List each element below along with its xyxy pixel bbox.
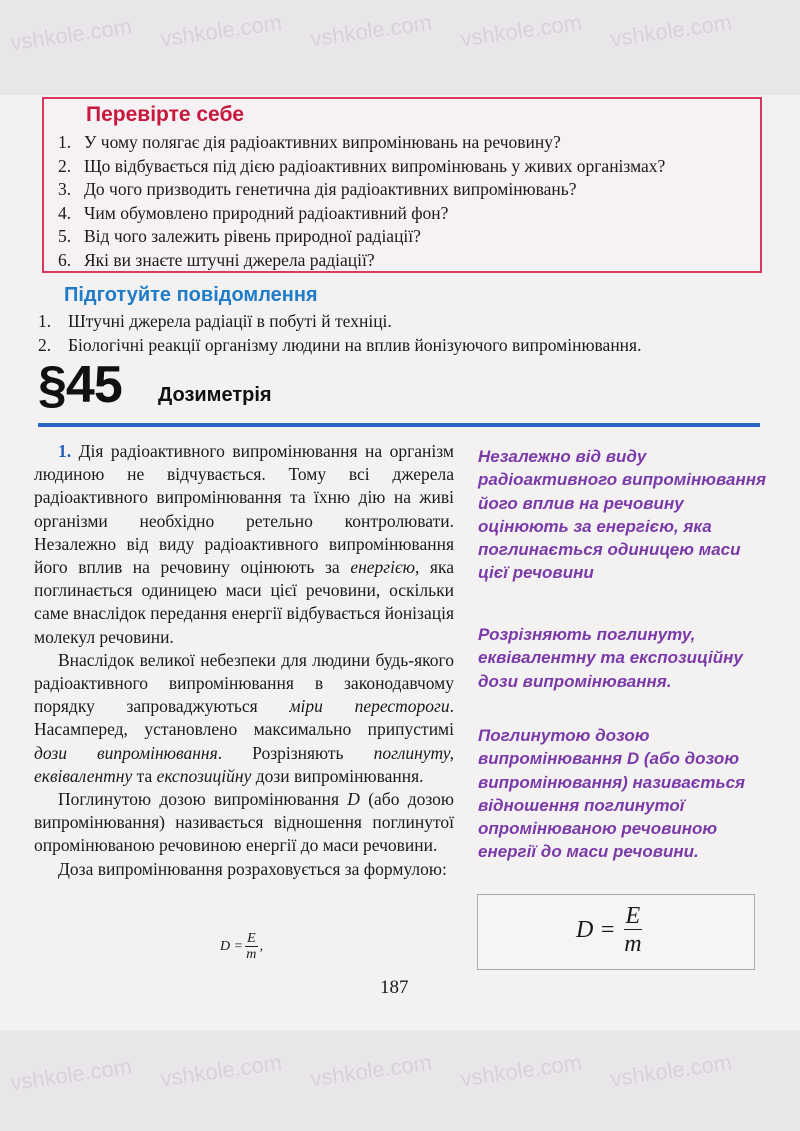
paragraph: Поглинутою дозою випромінювання D (або дозою випромінювання) називається відношення поглинутої опромінюваною речовиною енергії до маси речовини. <box>34 789 454 856</box>
topic-list <box>38 310 641 357</box>
watermark: vshkole.com <box>608 1049 734 1092</box>
prepare-report-title: Підготуйте повідомлення <box>64 284 318 306</box>
section-title: Дозиметрія <box>158 384 272 406</box>
inline-formula: D = $\frac{E}{m}$ , <box>220 931 264 962</box>
section-number: §45 <box>38 356 122 414</box>
watermark: vshkole.com <box>458 9 584 52</box>
paragraph: Внаслідок великої небезпеки для людини будь-якого радіоактивного випромінювання в законодавчому порядку запроваджуються міри перестороги. Насамперед, установлено максимально припустимі дози випромінювання. Розрізняють поглинуту, еквівалентну та експозиційну дози випромінювання. <box>34 649 454 786</box>
sidebar-note: Поглинутою дозою випромінювання D (або дозою випромінювання) називається відношення поглинутої опромінюваною речовиною енергії до маси речовини. <box>478 726 746 862</box>
formula-box: D = $\frac{E}{m}$ <box>477 894 755 970</box>
sidebar-note: Незалежно від виду радіоактивного випромінювання його вплив на речовину оцінюють за енергією, яка поглинається одиницею маси цієї речовини <box>478 447 767 583</box>
paragraph: Доза випромінювання розраховується за формулою: <box>58 858 447 879</box>
check-yourself-title: Перевірте себе <box>86 103 245 126</box>
watermark: vshkole.com <box>308 1049 434 1092</box>
watermark: vshkole.com <box>8 1053 134 1096</box>
section-divider <box>38 423 760 427</box>
list-item: 3. До чого призводить генетична дія радіоактивних випромінювань? <box>58 179 577 199</box>
list-item: 1. Штучні джерела радіації в побуті й техніці. <box>38 311 392 331</box>
main-text <box>34 440 454 881</box>
watermark: vshkole.com <box>158 1049 284 1092</box>
list-item: 5. Від чого залежить рівень природної радіації? <box>58 226 421 246</box>
check-yourself-box <box>42 97 762 273</box>
list-item: 2. Біологічні реакції організму людини на вплив йонізуючого випромінювання. <box>38 334 642 355</box>
list-item: 2. Що відбувається під дією радіоактивних випромінювань у живих організмах? <box>58 155 666 176</box>
page-number: 187 <box>380 977 409 998</box>
watermark: vshkole.com <box>158 9 284 52</box>
watermark: vshkole.com <box>8 13 134 56</box>
list-item: 4. Чим обумовлено природний радіоактивний фон? <box>58 202 449 223</box>
paragraph: 1. Дія радіоактивного випромінювання на організм людиною не відчувається. Тому всі джерела радіоактивного випромінювання та їхню дію на живі організми необхідно ретельно контролювати. Незалежно від виду радіоактивного випромінювання його вплив на речовину оцінюють за енергією, яка поглинається одиницею маси цієї речовини, оскільки саме внаслідок передання енергії відбувається йонізація молекул речовини. <box>34 441 454 647</box>
watermark: vshkole.com <box>458 1049 584 1092</box>
watermark: vshkole.com <box>308 9 434 52</box>
list-item: 1. У чому полягає дія радіоактивних випромінювань на речовину? <box>58 132 561 152</box>
list-item: 6. Які ви знаєте штучні джерела радіації? <box>58 249 375 270</box>
watermark: vshkole.com <box>608 9 734 52</box>
sidebar-note: Розрізняють поглинуту, еквівалентну та експозиційну дози випромінювання. <box>478 625 743 691</box>
question-list <box>58 131 665 272</box>
